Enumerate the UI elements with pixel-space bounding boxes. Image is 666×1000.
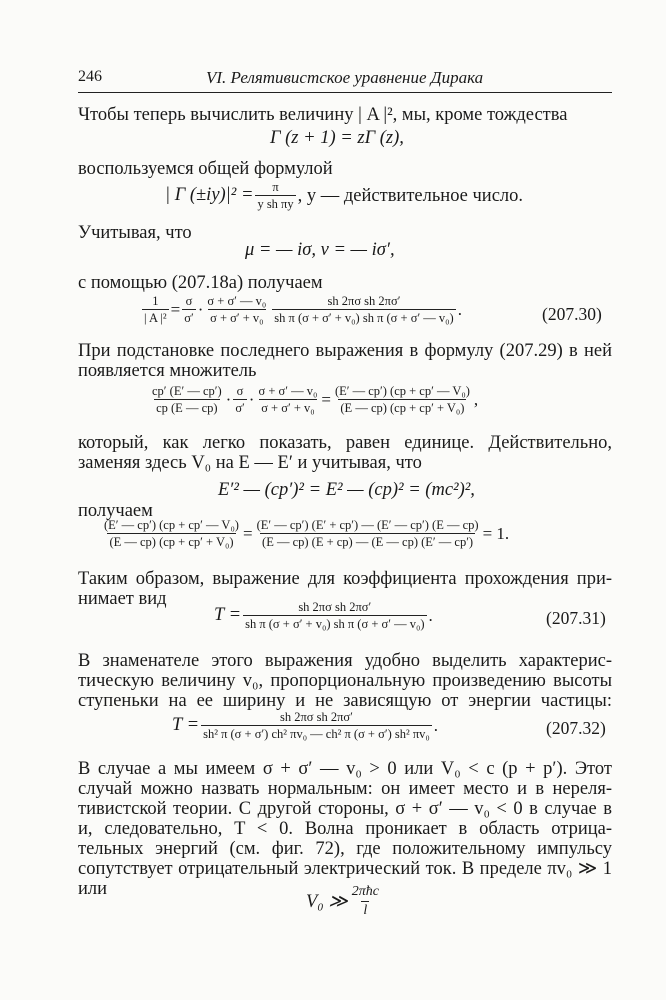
denominator: σ + σ′ + v₀ bbox=[261, 401, 315, 415]
numerator: sh 2πσ sh 2πσ′ bbox=[279, 710, 353, 724]
denominator: σ′ bbox=[184, 311, 194, 325]
denominator: σ + σ′ + v₀ bbox=[210, 311, 264, 325]
text-line: случай можно назвать нормальным: он имеет место и в нереля- bbox=[78, 779, 612, 799]
equation-207-31: T = $\frac{\text{sh 2πσ sh 2πσ′}}{\text{sh π (σ + σ′ + v₀) sh π (σ + σ′ — v₀)}}$ . bbox=[214, 600, 433, 631]
equation-energy: E′² — (cp′)² = E² — (cp)² = (mc²)², bbox=[218, 480, 475, 500]
fraction bbox=[205, 294, 268, 325]
numerator: sh 2πσ sh 2πσ′ bbox=[298, 600, 372, 614]
equation-limit bbox=[306, 884, 383, 919]
numerator: σ + σ′ — v₀ bbox=[207, 294, 267, 308]
page-number: 246 bbox=[78, 68, 102, 85]
denominator: cp (E — cp) bbox=[156, 401, 218, 415]
numerator: σ + σ′ — v₀ bbox=[258, 384, 318, 398]
running-title: VI. Релятивистское уравнение Дирака bbox=[206, 68, 484, 87]
fraction bbox=[272, 294, 455, 325]
denominator: sh² π (σ + σ′) ch² πv₀ — ch² π (σ + σ′) sh² πv₀ bbox=[203, 727, 430, 741]
fraction bbox=[350, 884, 381, 919]
equation-part: , y — действительное число. bbox=[297, 185, 524, 206]
text-line: или bbox=[78, 879, 108, 899]
fraction bbox=[255, 180, 295, 211]
denominator: y sh πy bbox=[257, 197, 294, 211]
text-line: тельных энергий (см. фиг. 72), где положительному импульсу bbox=[78, 839, 612, 859]
equation-gamma-abs bbox=[165, 180, 523, 211]
equation-identity: $\frac{\text{(E′ — cp′) (cp + cp′ — V₀)}}{\text{(E — cp) (cp + cp′ + V₀)}}$ = $\frac{(E' — cp') (E' + cp') — (E' — cp') (E — cp)}{(E — cp) (E + cp) — (E — cp) (E' — cp')}$ = 1. bbox=[104, 518, 510, 549]
denominator: sh π (σ + σ′ + v₀) sh π (σ + σ′ — v₀) bbox=[245, 617, 425, 631]
numerator: (E′ — cp′) (cp + cp′ — V₀) bbox=[104, 518, 239, 532]
numerator: (E′ — cp′) (cp + cp′ — V₀) bbox=[334, 384, 470, 398]
text-line: сопутствует отрицательный электрический ток. В пределе πv₀ ≫ 1 bbox=[78, 859, 612, 879]
text-line: получаем bbox=[78, 501, 153, 521]
fraction bbox=[333, 384, 472, 415]
fraction bbox=[201, 710, 432, 741]
text-line: воспользуемся общей формулой bbox=[78, 159, 333, 179]
equation-part: V₀ ≫ bbox=[306, 891, 348, 912]
text-line: с помощью (207.18a) получаем bbox=[78, 273, 323, 293]
equation-part: T = bbox=[172, 715, 200, 735]
equation-label: (207.32) bbox=[546, 718, 606, 738]
equation-207-32: T = $\frac{\text{sh 2πσ sh 2πσ′}}{\text{sh² π (σ + σ′) ch² πv₀ — ch² π (σ + σ′) sh² πv₀}}$ . bbox=[172, 710, 439, 741]
numerator: 1 bbox=[152, 294, 159, 308]
text-line: Чтобы теперь вычислить величину | A |², мы, кроме тождества bbox=[78, 105, 568, 125]
fraction bbox=[243, 600, 426, 631]
fraction bbox=[182, 294, 195, 325]
equation-mu-nu: μ = — iσ, ν = — iσ′, bbox=[245, 240, 395, 260]
denominator: (E — cp) (cp + cp′ + V₀) bbox=[109, 535, 234, 549]
equation-gamma-recurrence: Γ (z + 1) = zΓ (z), bbox=[270, 128, 404, 148]
equation-part: T = bbox=[214, 605, 242, 625]
equation-part: = 1. bbox=[482, 523, 510, 543]
equation-label: (207.30) bbox=[542, 304, 602, 324]
numerator: σ bbox=[236, 384, 244, 398]
text-line: появляется множитель bbox=[78, 361, 257, 381]
fraction bbox=[150, 384, 224, 415]
fraction bbox=[256, 384, 319, 415]
numerator: 2πħc bbox=[351, 884, 379, 899]
denominator: σ′ bbox=[235, 401, 245, 415]
denominator: (E — cp) (cp + cp′ + V₀) bbox=[340, 401, 465, 415]
text-line: В случае a мы имеем σ + σ′ — v₀ > 0 или V₀ < c (p + p′). Этот bbox=[78, 759, 612, 779]
denominator: sh π (σ + σ′ + v₀) sh π (σ + σ′ — v₀) bbox=[274, 311, 454, 325]
denominator: (E — cp) (E + cp) — (E — cp) (E′ — cp′) bbox=[262, 535, 474, 549]
equation-207-30: $\frac{1}{\text{| A |²}}$ = $\frac{\sigma}{\sigma'}$ · $\frac{\text{σ + σ′ — v₀}}{\text{σ + σ′ + v₀}}$ $\frac{\text{sh 2πσ sh 2πσ′}}{\text{sh π (σ + σ′ + v₀) sh π (σ + σ′ — v₀)}}$ . bbox=[144, 294, 462, 325]
text-line: заменяя здесь V₀ на E — E′ и учитывая, что bbox=[78, 453, 422, 473]
fraction bbox=[102, 518, 241, 549]
text-line: который, как легко показать, равен единице. Действительно, bbox=[78, 433, 612, 453]
numerator: cp′ (E′ — cp′) bbox=[152, 384, 222, 398]
numerator: π bbox=[272, 180, 279, 194]
numerator: σ bbox=[185, 294, 193, 308]
text-line: ступеньки на ее ширину и не зависящую от энергии частицы: bbox=[78, 691, 612, 711]
equation-label: (207.31) bbox=[546, 608, 606, 628]
text-line: нимает вид bbox=[78, 589, 167, 609]
fraction bbox=[255, 518, 481, 549]
text-line: В знаменателе этого выражения удобно выделить характерис- bbox=[78, 651, 612, 671]
running-header bbox=[78, 66, 612, 93]
text-line: и, следовательно, T < 0. Волна проникает в область отрица- bbox=[78, 819, 612, 839]
text-line: Таким образом, выражение для коэффициента прохождения при- bbox=[78, 569, 612, 589]
text-line: тивистской теории. С другой стороны, σ + σ′ — v₀ < 0 в случае в bbox=[78, 799, 612, 819]
numerator: sh 2πσ sh 2πσ′ bbox=[327, 294, 401, 308]
denominator: | A |² bbox=[144, 311, 167, 325]
denominator: l bbox=[363, 903, 368, 918]
numerator: (E′ — cp′) (E′ + cp′) — (E′ — cp′) (E — cp) bbox=[256, 518, 479, 532]
text-line: При подстановке последнего выражения в формулу (207.29) в ней bbox=[78, 341, 612, 361]
equation-part: | Γ (±iy)|² = bbox=[165, 185, 254, 205]
fraction bbox=[142, 294, 169, 325]
equation-multiplier: $\frac{cp' (E' — cp')}{cp (E — cp)}$ · $\frac{\sigma}{\sigma'}$ · $\frac{\text{σ + σ′ — v₀}}{\text{σ + σ′ + v₀}}$ = $\frac{\text{(E′ — cp′) (cp + cp′ — V₀)}}{\text{(E — cp) (cp + cp′ + V₀)}}$ , bbox=[152, 384, 479, 415]
fraction bbox=[233, 384, 246, 415]
text-line: Учитывая, что bbox=[78, 223, 192, 243]
text-line: тическую величину v₀, пропорциональную произведению высоты bbox=[78, 671, 612, 691]
